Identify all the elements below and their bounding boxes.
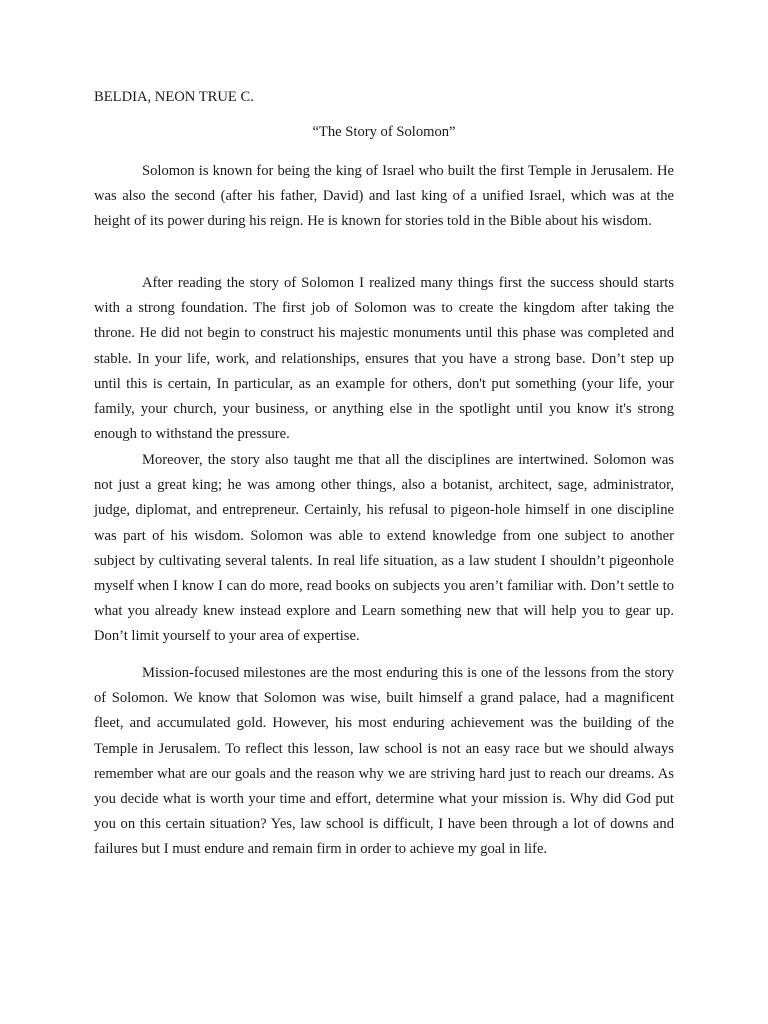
paragraph-1: Solomon is known for being the king of Israel who built the first Temple in Jerusalem. He was also the second (after his father, David) and last king of a unified Israel, which was at the height of its power during his reign. He is known for stories told in the Bible about his wisdom.	[94, 163, 674, 230]
author-name: BELDIA, NEON TRUE C.	[94, 89, 254, 105]
essay-title: “The Story of Solomon”	[312, 124, 456, 140]
paragraph-2: After reading the story of Solomon I realized many things first the success should starts with a strong foundation. The first job of Solomon was to create the kingdom after taking the throne. He did not begin to construct his majestic monuments until this phase was completed and stable. In your life, work, and relationships, ensures that you have a strong base. Don’t step up until this is certain, In particular, as an example for others, don't put something (your life, your family, your church, your business, or anything else in the spotlight until you know it's strong enough to withstand the pressure.	[94, 275, 674, 443]
paragraph-3: Moreover, the story also taught me that all the disciplines are intertwined. Solomon was not just a great king; he was among other things, also a botanist, architect, sage, administrator, judge, diplomat, and entrepreneur. Certainly, his refusal to pigeon-hole himself in one discipline was part of his wisdom. Solomon was able to extend knowledge from one subject to another subject by cultivating several talents. In real life situation, as a law student I shouldn’t pigeonhole myself when I know I can do more, read books on subjects you aren’t familiar with. Don’t settle to what you already knew instead explore and Learn something new that will help you to gear up. Don’t limit yourself to your area of expertise.	[94, 452, 674, 645]
paragraph-4: Mission-focused milestones are the most enduring this is one of the lessons from the story of Solomon. We know that Solomon was wise, built himself a grand palace, had a magnificent fleet, and accumulated gold. However, his most enduring achievement was the building of the Temple in Jerusalem. To reflect this lesson, law school is not an easy race but we should always remember what are our goals and the reason why we are striving hard just to reach our dreams. As you decide what is worth your time and effort, determine what your mission is. Why did God put you on this certain situation? Yes, law school is difficult, I have been through a lot of downs and failures but I must endure and remain firm in order to achieve my goal in life.	[94, 665, 674, 858]
